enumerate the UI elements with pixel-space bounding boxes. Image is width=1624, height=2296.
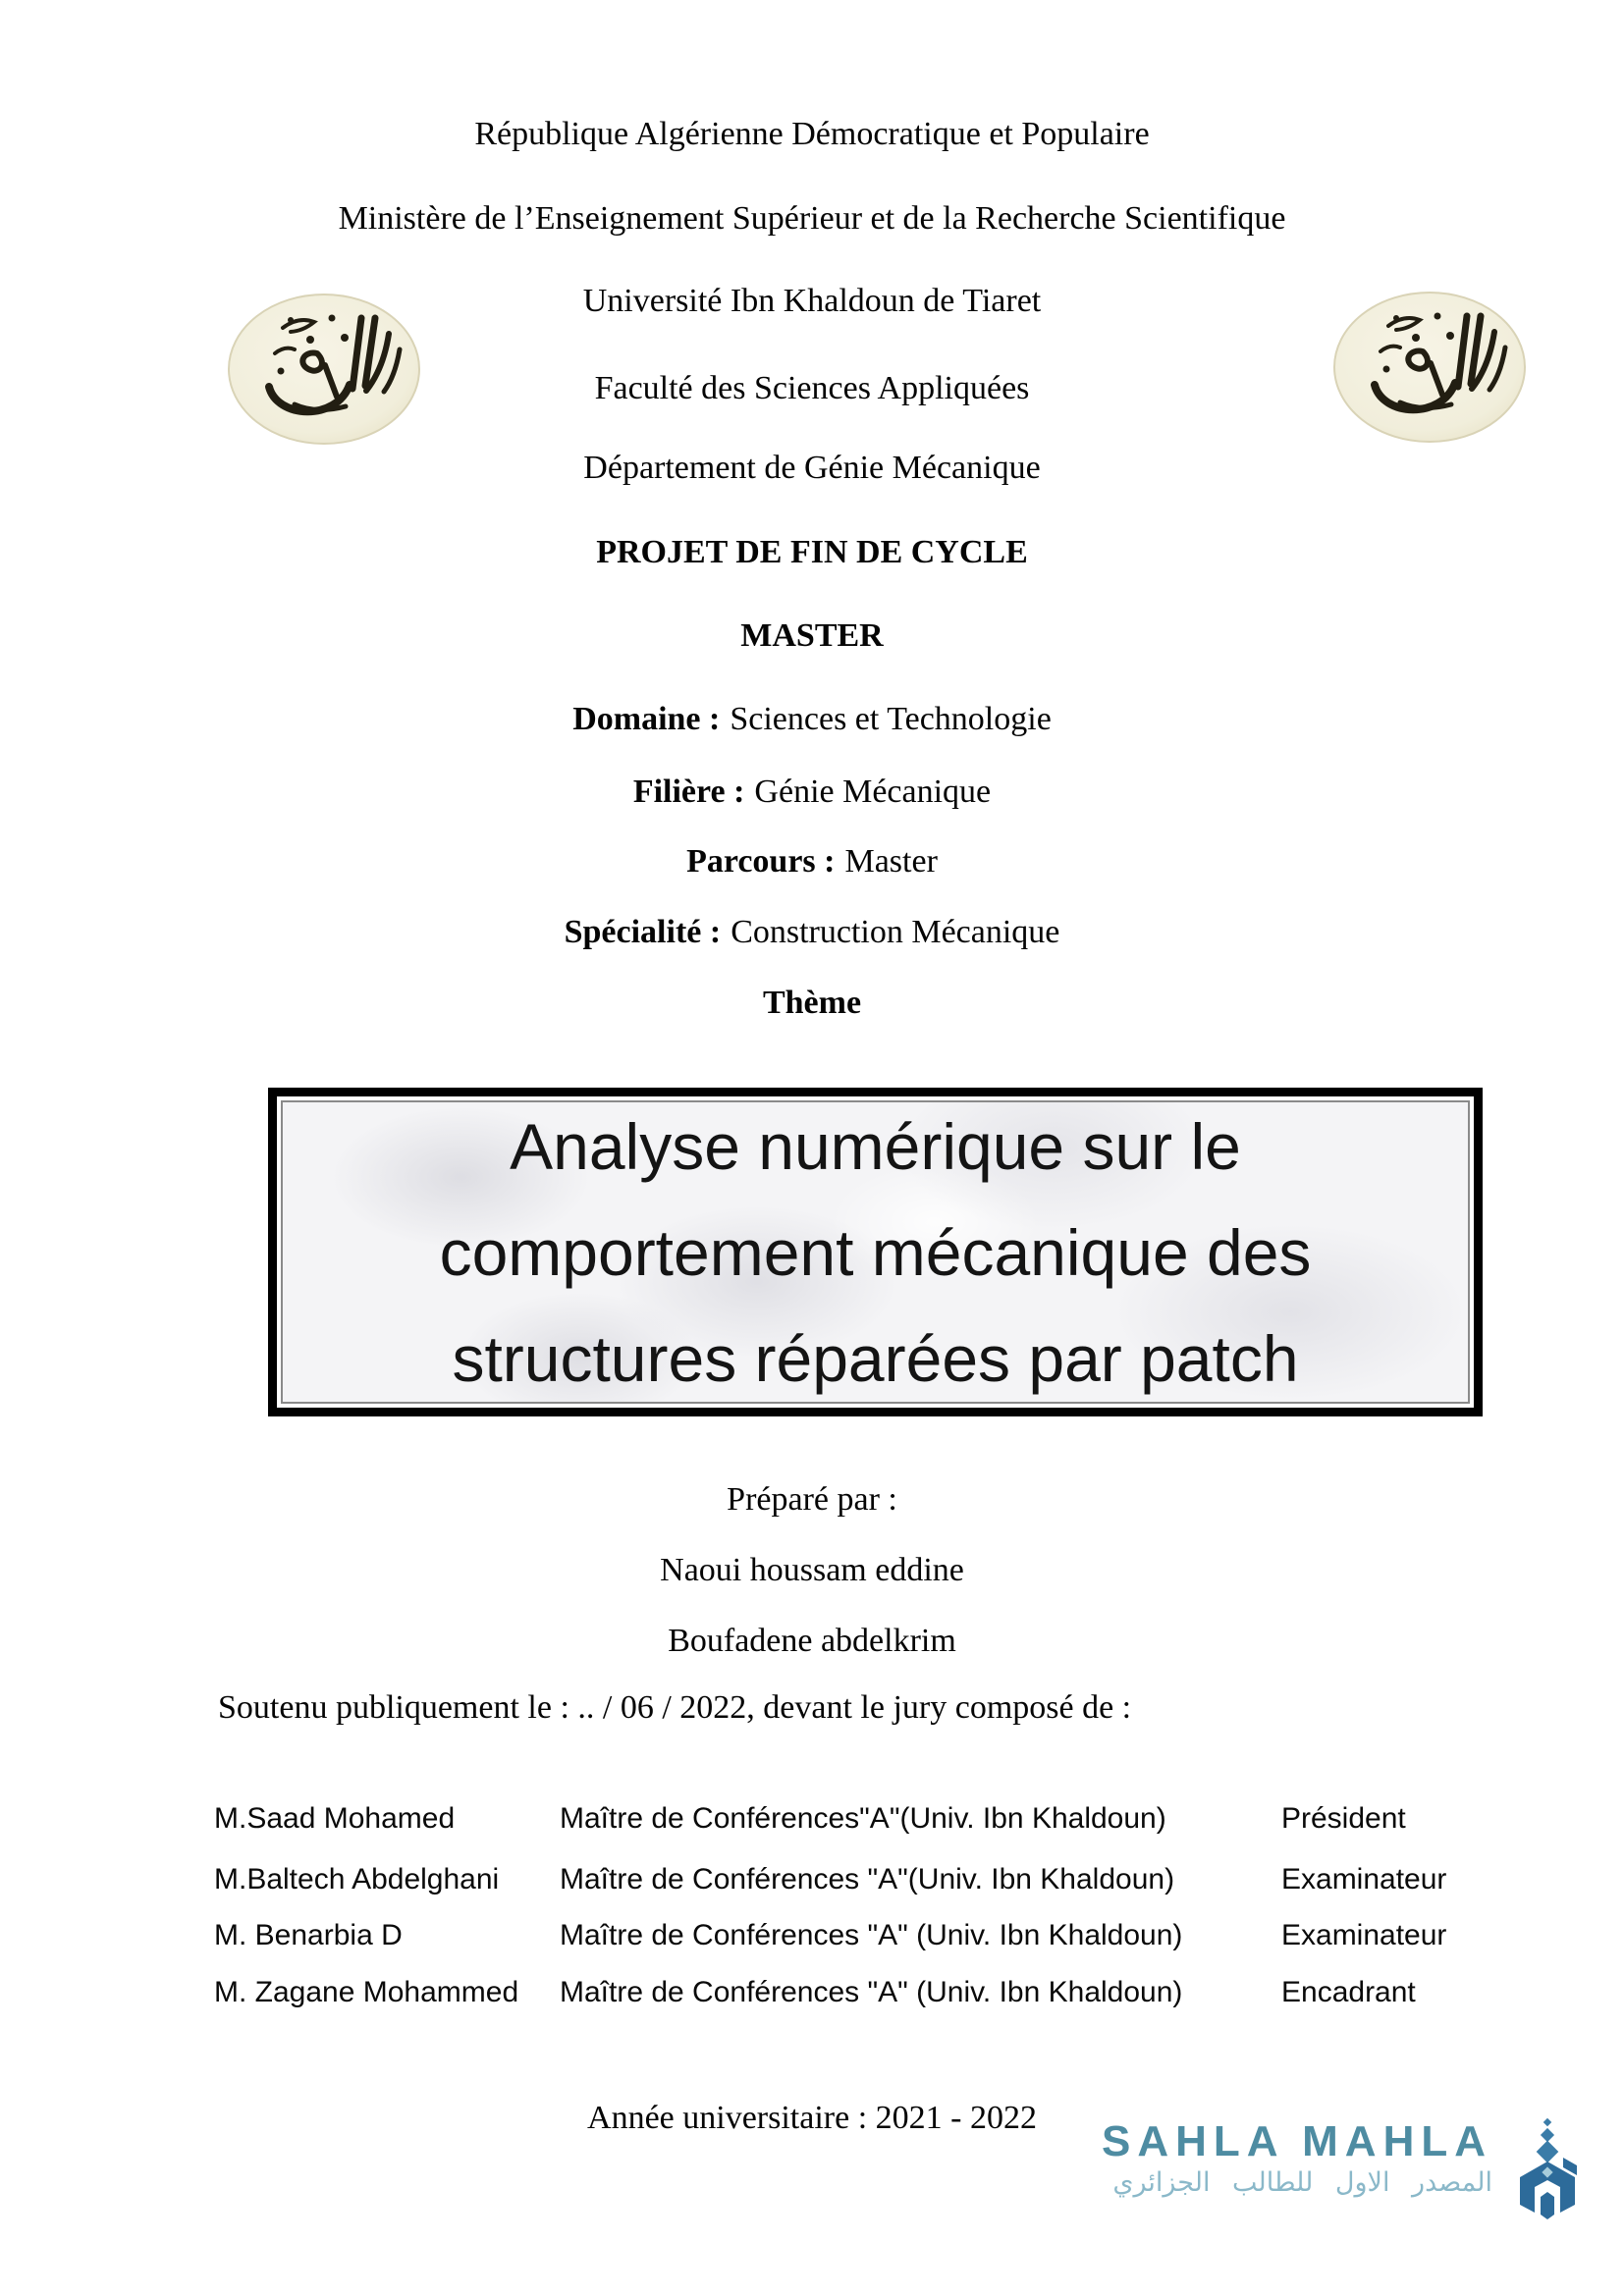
- thesis-title-line-2: comportement mécanique des: [439, 1215, 1312, 1289]
- jury-row-3: [214, 1916, 1510, 1955]
- jury-row-1: [214, 1799, 1510, 1839]
- sahla-mahla-tagline-arabic: المصدر الاول للطالب الجزائري: [1112, 2167, 1492, 2198]
- university-seal-right-icon: [1331, 291, 1528, 446]
- thesis-title-box: [268, 1088, 1483, 1416]
- author-1: Naoui houssam eddine: [660, 1552, 964, 1588]
- theme-label: Thème: [762, 985, 862, 1021]
- domain-value: Sciences et Technologie: [730, 701, 1052, 737]
- jury-member-role: Maître de Conférences "A"(Univ. Ibn Khaldoun): [560, 1863, 1175, 1896]
- degree-level-line: MASTER: [740, 617, 884, 654]
- university-line: Université Ibn Khaldoun de Tiaret: [582, 283, 1042, 319]
- jury-member-position: Encadrant: [1281, 1976, 1416, 2008]
- jury-member-position: Examinateur: [1281, 1863, 1447, 1896]
- project-type-line: PROJET DE FIN DE CYCLE: [596, 534, 1028, 570]
- defense-line: Soutenu publiquement le : .. / 06 / 2022, devant le jury composé de :: [218, 1689, 1132, 1726]
- jury-member-name: M.Baltech Abdelghani: [214, 1863, 500, 1896]
- sahla-mahla-text-block: [1102, 2118, 1492, 2201]
- thesis-title-line-3: structures réparées par patch: [452, 1321, 1299, 1395]
- jury-member-position: Président: [1281, 1802, 1406, 1835]
- thesis-title-line-1: Analyse numérique sur le: [510, 1109, 1241, 1183]
- university-seal-left-icon: [226, 293, 422, 448]
- department-line: Département de Génie Mécanique: [583, 450, 1041, 486]
- sahla-mahla-kufic-logo-icon: [1508, 2118, 1587, 2220]
- sahla-mahla-watermark: [1102, 2118, 1587, 2220]
- jury-member-name: M. Zagane Mohammed: [214, 1976, 519, 2008]
- jury-row-4: [214, 1973, 1510, 2012]
- filiere-value: Génie Mécanique: [754, 774, 992, 810]
- prepared-by-label: Préparé par :: [727, 1481, 897, 1518]
- jury-member-role: Maître de Conférences "A" (Univ. Ibn Khaldoun): [560, 1976, 1183, 2008]
- jury-member-position: Examinateur: [1281, 1919, 1447, 1951]
- jury-member-role: Maître de Conférences"A"(Univ. Ibn Khaldoun): [560, 1802, 1166, 1835]
- domain-line: [0, 700, 1624, 739]
- jury-member-role: Maître de Conférences "A" (Univ. Ibn Khaldoun): [560, 1919, 1183, 1951]
- filiere-label: Filière :: [632, 774, 745, 810]
- jury-member-name: M.Saad Mohamed: [214, 1802, 456, 1835]
- specialite-value: Construction Mécanique: [731, 914, 1060, 950]
- jury-member-name: M. Benarbia D: [214, 1919, 403, 1951]
- sahla-mahla-brand-name: SAHLA MAHLA: [1102, 2117, 1492, 2165]
- parcours-value: Master: [844, 843, 938, 880]
- thesis-title-box-inner: [281, 1100, 1470, 1404]
- specialite-label: Spécialité :: [564, 914, 722, 950]
- specialite-line: [0, 913, 1624, 952]
- ministry-line: Ministère de l’Enseignement Supérieur et de la Recherche Scientifique: [338, 200, 1286, 237]
- author-2: Boufadene abdelkrim: [668, 1623, 956, 1659]
- domain-label: Domaine :: [572, 701, 721, 737]
- parcours-line: [0, 842, 1624, 881]
- jury-row-2: [214, 1860, 1510, 1899]
- filiere-line: [0, 773, 1624, 812]
- academic-year-line: Année universitaire : 2021 - 2022: [587, 2100, 1037, 2136]
- parcours-label: Parcours :: [686, 843, 836, 880]
- faculty-line: Faculté des Sciences Appliquées: [594, 370, 1030, 406]
- republic-line: République Algérienne Démocratique et Populaire: [474, 116, 1150, 152]
